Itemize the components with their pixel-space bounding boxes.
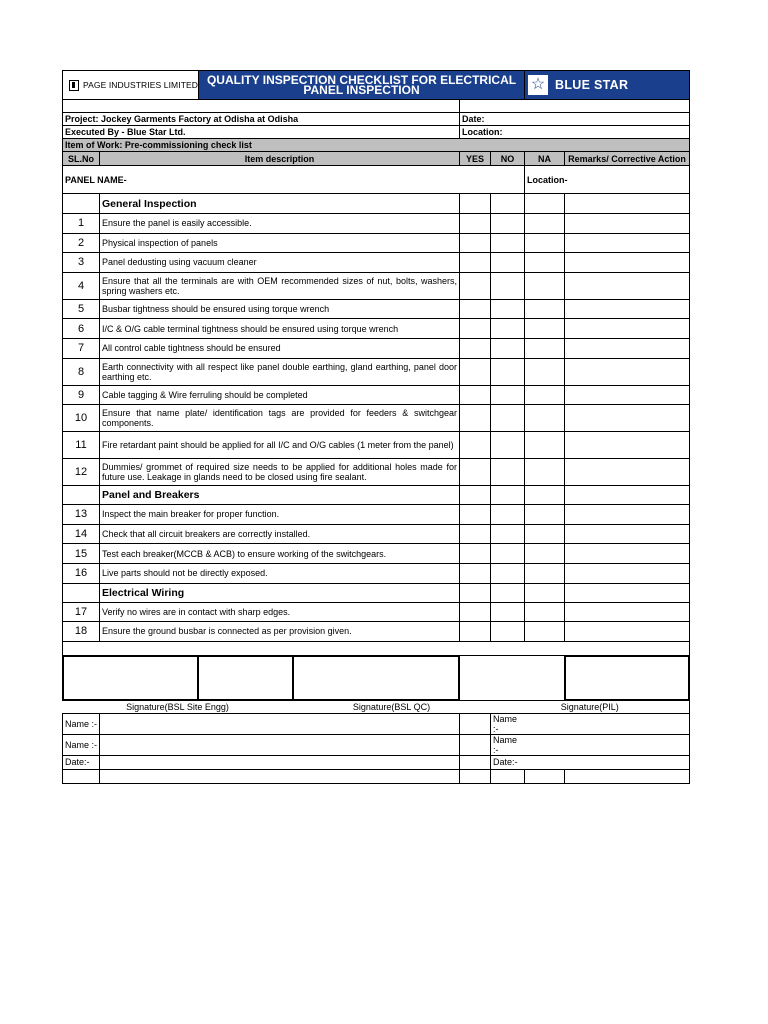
no-check-cell[interactable] — [491, 233, 525, 253]
item-description: Ensure the ground busbar is connected as per provision given. — [100, 622, 460, 642]
item-number: 15 — [63, 544, 100, 564]
date-row — [63, 755, 690, 769]
yes-check-cell[interactable] — [460, 405, 491, 432]
na-check-cell[interactable] — [525, 524, 565, 544]
checklist-item-row — [63, 299, 690, 319]
name-label-3: Name :- — [491, 713, 525, 734]
section-title: Electrical Wiring — [100, 583, 460, 602]
item-description: Cable tagging & Wire ferruling should be completed — [100, 385, 460, 405]
remarks-cell[interactable] — [565, 524, 690, 544]
no-check-cell[interactable] — [491, 459, 525, 486]
yes-check-cell[interactable] — [460, 602, 491, 622]
item-description: Fire retardant paint should be applied for all I/C and O/G cables (1 meter from the panel) — [100, 432, 460, 459]
item-number: 13 — [63, 505, 100, 525]
item-description: Live parts should not be directly exposed. — [100, 563, 460, 583]
checklist-item-row — [63, 385, 690, 405]
remarks-cell[interactable] — [565, 272, 690, 299]
name-label-2: Name :- — [63, 734, 100, 755]
project-label: Project: Jockey Garments Factory at Odisha at Odisha — [63, 113, 460, 126]
item-description: Earth connectivity with all respect like panel double earthing, gland earthing, panel door earthing etc. — [100, 358, 460, 385]
item-number: 6 — [63, 319, 100, 339]
no-check-cell[interactable] — [491, 432, 525, 459]
item-description: Physical inspection of panels — [100, 233, 460, 253]
item-number: 16 — [63, 563, 100, 583]
na-check-cell[interactable] — [525, 299, 565, 319]
remarks-cell[interactable] — [565, 602, 690, 622]
no-check-cell[interactable] — [491, 563, 525, 583]
item-number: 8 — [63, 358, 100, 385]
na-check-cell[interactable] — [525, 544, 565, 564]
checklist-item-row — [63, 459, 690, 486]
na-check-cell[interactable] — [525, 338, 565, 358]
executed-row — [63, 126, 690, 139]
date-label-1: Date:- — [63, 755, 100, 769]
na-check-cell[interactable] — [525, 563, 565, 583]
yes-check-cell[interactable] — [460, 272, 491, 299]
item-number: 11 — [63, 432, 100, 459]
checklist-item-row — [63, 272, 690, 299]
checklist-item-row — [63, 405, 690, 432]
spacer-row — [63, 100, 690, 113]
name-field-1[interactable] — [100, 713, 460, 734]
checklist-item-row — [63, 214, 690, 234]
section-header-row — [63, 486, 690, 505]
item-number: 5 — [63, 299, 100, 319]
remarks-cell[interactable] — [565, 299, 690, 319]
no-check-cell[interactable] — [491, 622, 525, 642]
yes-check-cell[interactable] — [460, 358, 491, 385]
remarks-cell[interactable] — [565, 253, 690, 273]
date-field-2[interactable] — [525, 755, 690, 769]
col-item-description: Item description — [100, 152, 460, 166]
panel-name-row — [63, 166, 690, 194]
remarks-cell[interactable] — [565, 405, 690, 432]
remarks-cell[interactable] — [565, 233, 690, 253]
checklist-table — [62, 70, 690, 784]
no-check-cell[interactable] — [491, 602, 525, 622]
na-check-cell[interactable] — [525, 505, 565, 525]
na-check-cell[interactable] — [525, 319, 565, 339]
col-sl-no: SL.No — [63, 152, 100, 166]
checklist-item-row — [63, 338, 690, 358]
na-check-cell[interactable] — [525, 385, 565, 405]
checklist-item-row — [63, 505, 690, 525]
inspection-checklist-sheet — [62, 70, 689, 784]
column-header-row — [63, 152, 690, 166]
checklist-sections — [63, 194, 690, 642]
item-description: All control cable tightness should be ensured — [100, 338, 460, 358]
page-industries-icon — [69, 80, 79, 91]
name-field-2[interactable] — [100, 734, 460, 755]
remarks-cell[interactable] — [565, 622, 690, 642]
item-description: Verify no wires are in contact with sharp edges. — [100, 602, 460, 622]
checklist-item-row — [63, 524, 690, 544]
section-title: Panel and Breakers — [100, 486, 460, 505]
yes-check-cell[interactable] — [460, 214, 491, 234]
item-description: Panel dedusting using vacuum cleaner — [100, 253, 460, 273]
remarks-cell[interactable] — [565, 563, 690, 583]
no-check-cell[interactable] — [491, 253, 525, 273]
yes-check-cell[interactable] — [460, 505, 491, 525]
item-of-work-row — [63, 139, 690, 152]
section-title: General Inspection — [100, 194, 460, 214]
item-description: Dummies/ grommet of required size needs to be applied for additional holes made for future use. Leakage in glands need to be closed using fire sealant. — [100, 459, 460, 486]
na-check-cell[interactable] — [525, 405, 565, 432]
location-field: Location: — [460, 126, 690, 139]
no-check-cell[interactable] — [491, 338, 525, 358]
remarks-cell[interactable] — [565, 385, 690, 405]
yes-check-cell[interactable] — [460, 432, 491, 459]
item-number: 17 — [63, 602, 100, 622]
remarks-cell[interactable] — [565, 505, 690, 525]
item-description: I/C & O/G cable terminal tightness should be ensured using torque wrench — [100, 319, 460, 339]
name-label-4: Name :- — [491, 734, 525, 755]
yes-check-cell[interactable] — [460, 253, 491, 273]
na-check-cell[interactable] — [525, 272, 565, 299]
item-description: Check that all circuit breakers are correctly installed. — [100, 524, 460, 544]
signature-label-pil: Signature(PIL) — [491, 700, 690, 713]
remarks-cell[interactable] — [565, 432, 690, 459]
name-row-2 — [63, 734, 690, 755]
remarks-cell[interactable] — [565, 544, 690, 564]
name-row-1 — [63, 713, 690, 734]
no-check-cell[interactable] — [491, 405, 525, 432]
remarks-cell[interactable] — [565, 358, 690, 385]
date-field: Date: — [460, 113, 690, 126]
checklist-item-row — [63, 602, 690, 622]
name-label-1: Name :- — [63, 713, 100, 734]
no-check-cell[interactable] — [491, 385, 525, 405]
na-check-cell[interactable] — [525, 214, 565, 234]
signature-box-gap — [460, 655, 565, 700]
yes-check-cell[interactable] — [460, 544, 491, 564]
item-description: Inspect the main breaker for proper function. — [100, 505, 460, 525]
yes-check-cell[interactable] — [460, 338, 491, 358]
no-check-cell[interactable] — [491, 358, 525, 385]
item-description: Ensure that all the terminals are with OEM recommended sizes of nut, bolts, washers, spring washers etc. — [100, 272, 460, 299]
blue-star-logo: ☆ BLUE STAR — [525, 71, 690, 100]
item-number: 7 — [63, 338, 100, 358]
remarks-cell[interactable] — [565, 338, 690, 358]
checklist-item-row — [63, 563, 690, 583]
item-description: Ensure the panel is easily accessible. — [100, 214, 460, 234]
name-field-4[interactable] — [525, 734, 690, 755]
yes-check-cell[interactable] — [460, 459, 491, 486]
item-description: Busbar tightness should be ensured using torque wrench — [100, 299, 460, 319]
section-header-row — [63, 194, 690, 214]
document-title: QUALITY INSPECTION CHECKLIST FOR ELECTRICAL PANEL INSPECTION — [199, 71, 525, 100]
na-check-cell[interactable] — [525, 602, 565, 622]
yes-check-cell[interactable] — [460, 319, 491, 339]
no-check-cell[interactable] — [491, 524, 525, 544]
col-remarks: Remarks/ Corrective Action — [565, 152, 690, 166]
checklist-item-row — [63, 622, 690, 642]
na-check-cell[interactable] — [525, 459, 565, 486]
project-row — [63, 113, 690, 126]
yes-check-cell[interactable] — [460, 622, 491, 642]
item-number: 1 — [63, 214, 100, 234]
blank-row-final — [63, 769, 690, 783]
no-check-cell[interactable] — [491, 214, 525, 234]
checklist-item-row — [63, 358, 690, 385]
no-check-cell[interactable] — [491, 299, 525, 319]
item-description: Ensure that name plate/ identification tags are provided for feeders & switchgear components. — [100, 405, 460, 432]
date-label-2: Date:- — [491, 755, 525, 769]
star-icon: ☆ — [528, 75, 548, 95]
signature-box-bsl-site[interactable] — [63, 656, 198, 700]
remarks-cell[interactable] — [565, 214, 690, 234]
item-number: 12 — [63, 459, 100, 486]
checklist-item-row — [63, 432, 690, 459]
signature-boxes-row — [63, 655, 690, 700]
item-number: 9 — [63, 385, 100, 405]
signature-box-blank — [199, 656, 292, 700]
item-number: 14 — [63, 524, 100, 544]
item-number: 10 — [63, 405, 100, 432]
panel-name-field[interactable]: PANEL NAME- — [63, 166, 525, 194]
executed-by-label: Executed By - Blue Star Ltd. — [63, 126, 460, 139]
name-field-3[interactable] — [525, 713, 690, 734]
yes-check-cell[interactable] — [460, 299, 491, 319]
item-number: 3 — [63, 253, 100, 273]
signature-box-pil[interactable] — [565, 656, 689, 700]
yes-check-cell[interactable] — [460, 233, 491, 253]
no-check-cell[interactable] — [491, 544, 525, 564]
panel-location-field[interactable]: Location- — [525, 166, 690, 194]
remarks-cell[interactable] — [565, 459, 690, 486]
checklist-item-row — [63, 319, 690, 339]
col-yes: YES — [460, 152, 491, 166]
item-number: 2 — [63, 233, 100, 253]
section-header-row — [63, 583, 690, 602]
header-row — [63, 71, 690, 100]
spacer-row-bottom — [63, 641, 690, 655]
item-number: 4 — [63, 272, 100, 299]
item-number: 18 — [63, 622, 100, 642]
yes-check-cell[interactable] — [460, 385, 491, 405]
no-check-cell[interactable] — [491, 272, 525, 299]
na-check-cell[interactable] — [525, 358, 565, 385]
na-check-cell[interactable] — [525, 432, 565, 459]
item-of-work-label: Item of Work: Pre-commissioning check list — [63, 139, 690, 152]
na-check-cell[interactable] — [525, 253, 565, 273]
signature-labels-row — [63, 700, 690, 713]
date-field-1[interactable] — [100, 755, 460, 769]
no-check-cell[interactable] — [491, 505, 525, 525]
item-description: Test each breaker(MCCB & ACB) to ensure working of the switchgears. — [100, 544, 460, 564]
signature-box-bsl-qc[interactable] — [293, 656, 459, 700]
checklist-item-row — [63, 253, 690, 273]
col-no: NO — [491, 152, 525, 166]
yes-check-cell[interactable] — [460, 524, 491, 544]
na-check-cell[interactable] — [525, 233, 565, 253]
signature-label-bsl-qc: Signature(BSL QC) — [293, 700, 491, 713]
checklist-item-row — [63, 544, 690, 564]
page-industries-logo: PAGE INDUSTRIES LIMITED — [63, 71, 199, 100]
signature-label-bsl-site: Signature(BSL Site Engg) — [63, 700, 293, 713]
yes-check-cell[interactable] — [460, 563, 491, 583]
na-check-cell[interactable] — [525, 622, 565, 642]
checklist-item-row — [63, 233, 690, 253]
remarks-cell[interactable] — [565, 319, 690, 339]
no-check-cell[interactable] — [491, 319, 525, 339]
col-na: NA — [525, 152, 565, 166]
